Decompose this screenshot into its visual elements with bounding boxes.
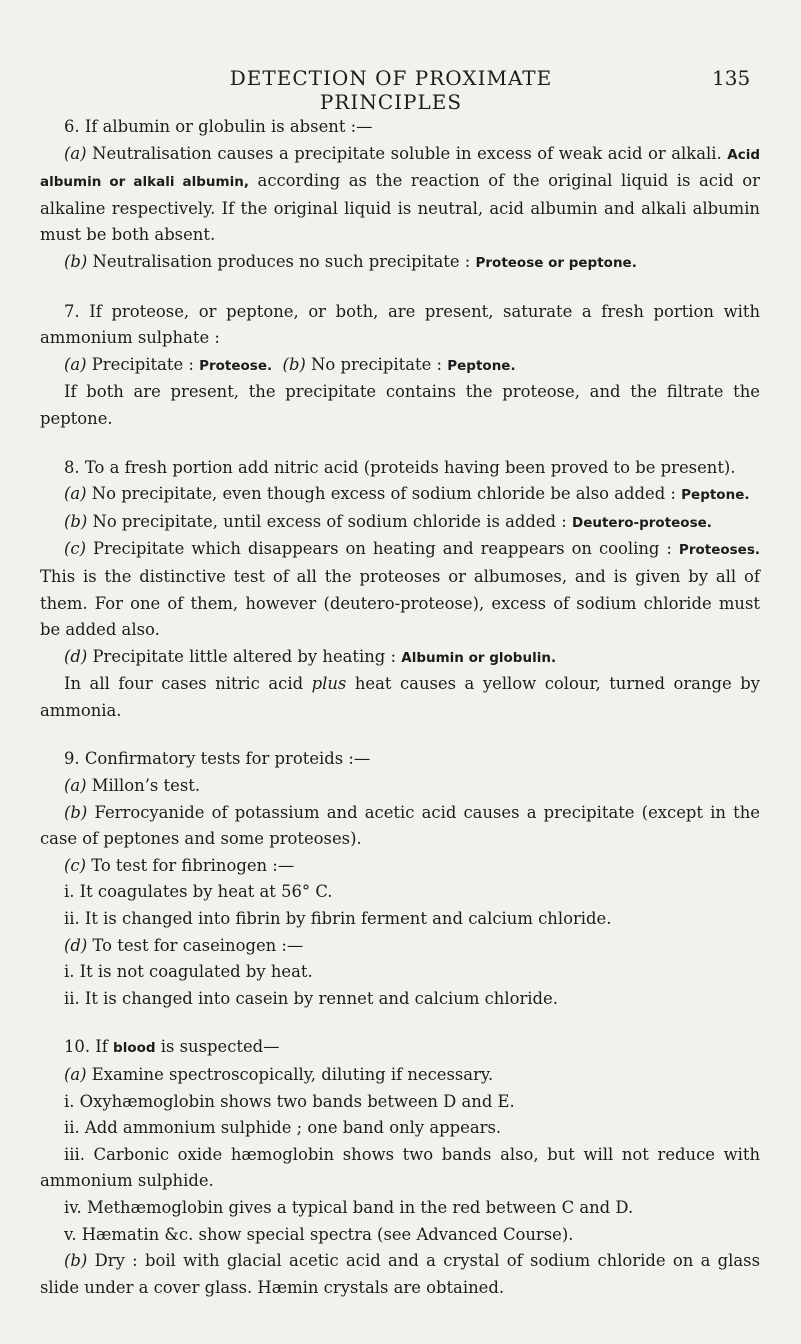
- item-label: (d): [64, 935, 88, 955]
- section-7-note: If both are present, the precipitate contains the proteose, and the filtrate the peptone.: [40, 382, 760, 428]
- item-text: Dry : boil with glacial acetic acid and a crystal of sodium chloride on a glass slide under a cover glass. Hæmin crystals are obtained.: [40, 1251, 760, 1297]
- item-label: (b): [64, 1251, 88, 1271]
- section-9-item-a: [40, 773, 760, 800]
- item-text: No precipitate, even though excess of sodium chloride be also added :: [86, 484, 682, 504]
- section-9-c-ii: ii. It is changed into fibrin by fibrin ferment and calcium chloride.: [64, 909, 612, 929]
- item-label: (a): [64, 354, 87, 374]
- result-term: Acid albumin or alkali albumin,: [40, 146, 760, 191]
- item-text: Precipitate which disappears on heating and reappears on cooling :: [85, 539, 679, 559]
- result-term: Peptone.: [447, 357, 516, 374]
- item-text: Examine spectroscopically, diluting if necessary.: [86, 1065, 494, 1084]
- section-10-a-v: v. Hæmatin &c. show special spectra (see Advanced Course).: [64, 1224, 574, 1244]
- section-10-a-i: i. Oxyhæmoglobin shows two bands between D and E.: [64, 1091, 515, 1111]
- item-text: Millon’s test.: [86, 776, 201, 796]
- section-8-intro: 8. To a fresh portion add nitric acid (proteids having been proved to be present).: [64, 457, 736, 477]
- item-text: Ferrocyanide of potassium and acetic acid causes a precipitate (except in the case of peptones and some proteoses).: [40, 802, 760, 849]
- item-label: (a): [64, 484, 87, 504]
- section-9-d-ii: ii. It is changed into casein by rennet and calcium chloride.: [64, 988, 558, 1008]
- item-text: according as the reaction of the original liquid is acid or alkaline respectively. If the original liquid is neutral, acid albumin and alkali albumin must be both absent.: [40, 171, 760, 245]
- section-9: [40, 746, 760, 1012]
- item-text: Neutralisation produces no such precipitate :: [87, 251, 476, 271]
- section-9-intro: 9. Confirmatory tests for proteids :—: [64, 749, 371, 769]
- result-term: Peptone.: [681, 487, 750, 504]
- note-text: In all four cases nitric acid: [64, 674, 312, 694]
- item-text: Precipitate :: [86, 354, 200, 374]
- section-8-item-b: [40, 509, 760, 537]
- section-8-note: [40, 671, 760, 724]
- section-9-item-b: [40, 800, 760, 853]
- section-8-item-a: [40, 481, 760, 509]
- item-text: Precipitate little altered by heating :: [87, 646, 402, 666]
- item-text: To test for fibrinogen :—: [85, 855, 295, 875]
- section-9-d-i: i. It is not coagulated by heat.: [64, 962, 313, 982]
- section-9-c-i: i. It coagulates by heat at 56° C.: [64, 882, 333, 902]
- section-8: [40, 455, 760, 725]
- item-label: (c): [64, 539, 86, 559]
- item-label: (a): [64, 776, 87, 796]
- section-6-intro: 6. If albumin or globulin is absent :—: [64, 117, 373, 136]
- item-label: (a): [64, 1065, 87, 1084]
- intro-text: is suspected—: [155, 1037, 280, 1057]
- item-text: No precipitate, until excess of sodium chloride is added :: [87, 511, 572, 531]
- section-10-item-a: [40, 1062, 760, 1089]
- intro-text: 10. If: [64, 1037, 114, 1057]
- item-text: No precipitate :: [305, 354, 448, 374]
- item-label: (b): [64, 511, 88, 531]
- section-10: [40, 1034, 760, 1301]
- result-term: Proteose or peptone.: [475, 254, 637, 271]
- page-body: [40, 114, 760, 1323]
- section-7: [40, 299, 760, 433]
- item-label: (b): [282, 354, 306, 374]
- section-10-item-b: [40, 1248, 760, 1301]
- note-text: heat causes a yellow colour, turned orange by ammonia.: [40, 674, 760, 720]
- section-8-item-d: [40, 644, 760, 672]
- running-head: DETECTION OF PROXIMATE PRINCIPLES: [229, 66, 553, 114]
- result-term: Deutero-proteose.: [571, 514, 712, 531]
- section-7-intro: 7. If proteose, or peptone, or both, are present, saturate a fresh portion with ammonium sulphate :: [40, 301, 760, 348]
- section-8-item-c: [40, 536, 760, 643]
- item-text: This is the distinctive test of all the proteoses or albumoses, and is given by all of them. For one of them, however (deutero-proteose), excess of sodium chloride must be added also.: [40, 566, 760, 640]
- result-term: Albumin or globulin.: [401, 649, 557, 666]
- section-6: [40, 114, 760, 277]
- item-label: (b): [64, 251, 88, 271]
- note-emphasis: plus: [311, 674, 347, 694]
- item-label: (c): [64, 855, 86, 875]
- section-6-item-b: [40, 249, 760, 277]
- section-10-a-ii: ii. Add ammonium sulphide ; one band only appears.: [64, 1118, 502, 1138]
- section-10-a-iii: iii. Carbonic oxide hæmoglobin shows two bands also, but will not reduce with ammonium sulphide.: [40, 1144, 760, 1191]
- page-number: 135: [712, 66, 751, 90]
- item-label: (d): [64, 646, 88, 666]
- section-10-intro: [40, 1034, 760, 1062]
- section-9-item-c: [40, 853, 760, 880]
- item-label: (b): [64, 802, 88, 822]
- result-term: Proteose.: [199, 357, 273, 374]
- item-text: Neutralisation causes a precipitate soluble in excess of weak acid or alkali.: [86, 143, 728, 163]
- item-label: (a): [64, 143, 87, 163]
- section-6-item-a: [40, 141, 760, 249]
- section-10-a-iv: iv. Methæmoglobin gives a typical band in the red between C and D.: [64, 1197, 634, 1217]
- result-term: Proteoses.: [678, 542, 760, 559]
- item-text: To test for caseinogen :—: [87, 935, 304, 955]
- section-7-items: [40, 352, 760, 380]
- result-term: blood: [113, 1040, 156, 1057]
- section-9-item-d: [40, 933, 760, 960]
